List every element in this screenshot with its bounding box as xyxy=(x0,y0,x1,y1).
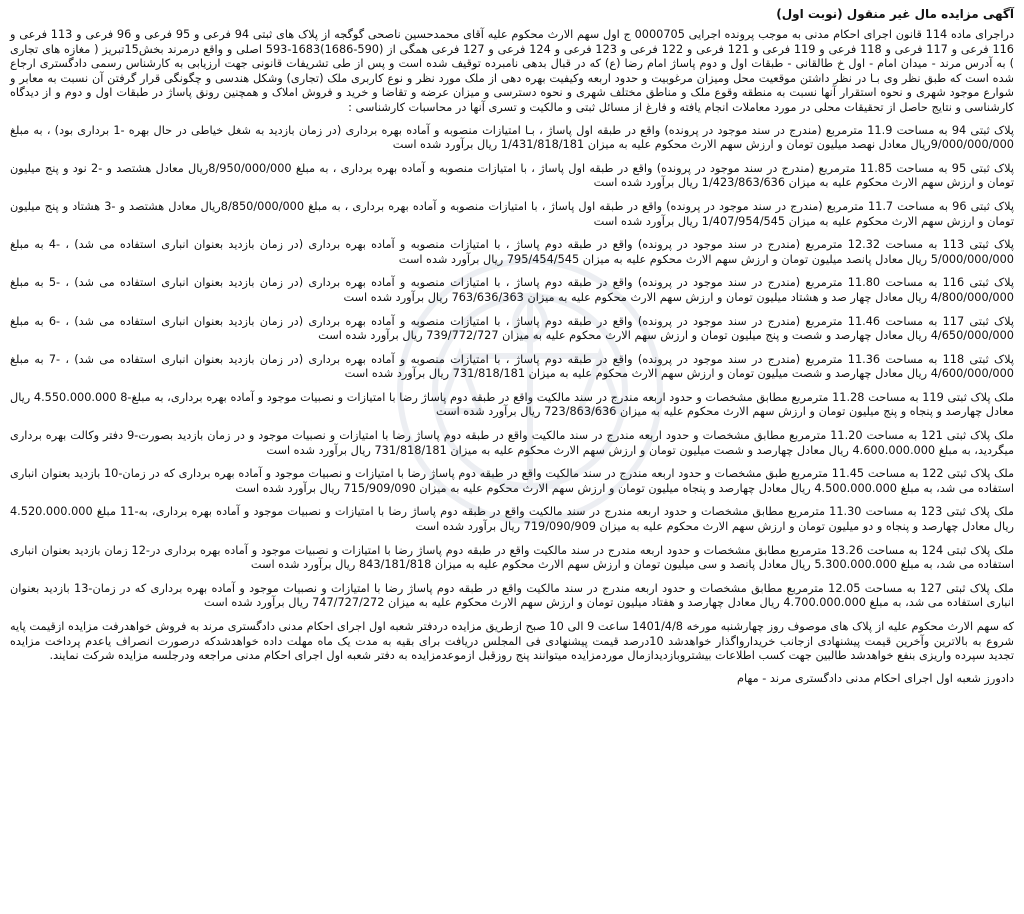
plot-item-11: ملک پلاک ثبتی 123 به مساحت 11.30 مترمربع مطابق مشخصات و حدود اربعه مندرج در سند مالکیت واقع در طبقه دوم پاساژ رضا با امتیازات و نصبیات موجود و آماده بهره برداری، به-11 مبلغ 4.520.000.000 ریال معادل چهارصد و پنجاه و دو میلیون تومان و ارزش سهم الارث محکوم علیه به میزان 719/090/909 ریال برآورد شده است xyxy=(10,505,1014,534)
notice-intro: دراجرای ماده 114 قانون اجرای احکام مدنی به موجب پرونده اجرایی 0000705 ج اول سهم الارث محکوم علیه آقای محمدحسین ناصحی گوگجه از پلاک های ثبتی 94 فرعی و 95 فرعی و 96 فرعی و 113 فرعی و 116 فرعی و 117 فرعی و 118 فرعی و 119 فرعی و 121 فرعی و 122 فرعی و 123 فرعی و 124 فرعی و 127 فرعی همگی از (590-1686)1683-593 اصلی و واقع درمرند بخش15تبریز ( مغازه های تجاری ) به آدرس مرند - میدان امام - اول خ طالقانی - طبقات اول و دوم پاساژ امام رضا (ع) که در قبال بدهی نامبرده توقیف شده است و پس از طی تشریفات قانونی جهت ارزیابی به کارشناس رسمی دادگستری ارجاع شده است که طبق نظر وی بـا در نظر داشتن موقعیت محل ومیزان مرغوبیت و حدود اربعه وکیفیت بهره دهی از ملک مورد نظر و نوع کاربری ملک (تجاری) وشکل هندسی و چگونگی قرار گرفتن آن نسبت به معابر و شوارع موجود شهری و نحوه استقرار آنها نسبت به منطقه وقوع ملک و مناطق مختلف شهری و نحوه دسترسی و میزان عرضه و تقاضا و خرید و فروش املاک و همچنین رونق پاساژ در طبقات اول و دوم و از دیدگاه کارشناسی و نتایج حاصل از تحقیقات محلی در مورد معاملات انجام یافته و فارغ از مسائل ثبتی و مالکیت و تسری آنها در محاسبات کارشناسی : xyxy=(10,28,1014,114)
plot-item-10: ملک پلاک ثبتی 122 به مساحت 11.45 مترمربع طبق مشخصات و حدود اربعه مندرج در سند مالکیت واقع در طبقه دوم پاساژ رضا با امتیازات و نصبیات موجود و آماده بهره برداری که در زمان-10 بازدید بعنوان انباری استفاده می شد، به مبلغ 4.500.000.000 ریال معادل چهارصد و پنجاه میلیون تومان و ارزش سهم الارث محکوم علیه به میزان 715/909/090 ریال برآورد شده است xyxy=(10,467,1014,495)
plot-item-12: ملک پلاک ثبتی 124 به مساحت 13.26 مترمربع مطابق مشخصات و حدود اربعه مندرج در سند مالکیت واقع در طبقه دوم پاساژ رضا با امتیازات و نصبیات موجود و آماده بهره برداری در-12 زمان بازدید بعنوان انباری استفاده می شد، به مبلغ 5.300.000.000 ریال معادل پانصد و سی میلیون تومان و ارزش سهم الارث محکوم علیه به میزان 843/181/818 ریال برآورد شده است xyxy=(10,543,1014,572)
auction-notice xyxy=(10,6,1014,910)
plot-item-7: پلاک ثبتی 118 به مساحت 11.36 مترمربع (مندرج در سند موجود در پرونده) واقع در طبقه دوم پاساژ ، با امتیازات منصوبه و آماده بهره برداری (در زمان بازدید بعنوان انباری استفاده می شد) ، -7 به مبلغ 4/600/000/000 ریال معادل چهارصد و شصت میلیون تومان و ارزش سهم الارث محکوم علیه به میزان 731/818/181 ریال برآورد شده است xyxy=(10,352,1014,381)
plot-item-13: ملک پلاک ثبتی 127 به مساحت 12.05 مترمربع مطابق مشخصات و حدود اربعه مندرج در سند مالکیت واقع در طبقه دوم پاساژ رضا با امتیازات و نصبیات موجود و آماده بهره برداری که در زمان-13 بازدید بعنوان انباری استفاده می شد، به مبلغ 4.700.000.000 ریال معادل چهارصد و هفتاد میلیون تومان و ارزش سهم الارث محکوم علیه به میزان 747/727/272 ریال برآورد شده است xyxy=(10,581,1014,610)
auction-conditions: که سهم الارث محکوم علیه از پلاک های موصوف روز چهارشنبه مورخه 1401/4/8 ساعت 9 الی 10 صبح ازطریق مزایده دردفتر شعبه اول اجرای احکام مدنی دادگستری مرند به فروش خواهدرفت مزایده ازقیمت پایه شروع به بالاترین وآخرین قیمت پیشنهادی ازجانب خریدارواگذار خواهدشد 10درصد قیمت پیشنهادی فی المجلس دریافت برای بقیه به مدت یک ماه مهلت داده خواهدشدکه درصورت انصراف یاعدم پرداخت مزایده تجدید سپرده واریزی بنفع خواهدشد طالبین جهت کسب اطلاعات بیشتروبازدیدازمال موردمزایده میتوانند پنج روزقبل ازموعدمزایده به دفتر شعبه اول اجرای احکام مدنی مراجعه ودرجلسه مزایده شرکت نمایند. xyxy=(10,620,1014,663)
signature-line: دادورز شعبه اول اجرای احکام مدنی دادگستری مرند - مهام xyxy=(736,671,1014,685)
plot-item-4: پلاک ثبتی 113 به مساحت 12.32 مترمربع (مندرج در سند موجود در پرونده) واقع در طبقه دوم پاساژ ، با امتیازات منصوبه و آماده بهره برداری (در زمان بازدید بعنوان انباری استفاده می شد) ، -4 به مبلغ 5/000/000/000 ریال معادل پانصد میلیون تومان و ارزش سهم الارث محکوم علیه به میزان 795/454/545 ریال برآورد شده است xyxy=(10,238,1014,266)
plot-item-2: پلاک ثبتی 95 به مساحت 11.85 مترمربع (مندرج در سند موجود در پرونده) واقع در طبقه اول پاساژ ، با امتیازات منصوبه و آماده بهره برداری ، به مبلغ 8/950/000/000ریال معادل هشتصد و -2 نود و پنج میلیون تومان و ارزش سهم الارث محکوم علیه به میزان 1/423/863/636 ریال برآورد شده است xyxy=(10,161,1014,190)
plot-item-3: پلاک ثبتی 96 به مساحت 11.7 مترمربع (مندرج در سند موجود در پرونده) واقع در طبقه اول پاساژ ، با امتیازات منصوبه و آماده بهره برداری ، به مبلغ 8/850/000/000ریال معادل هشتصد و -3 هشتاد و پنج میلیون تومان و ارزش سهم الارث محکوم علیه به میزان 1/407/954/545 ریال برآورد شده است xyxy=(10,199,1015,228)
plot-item-8: ملک پلاک ثبتی 119 به مساحت 11.28 مترمربع مطابق مشخصات و حدود اربعه مندرج در سند مالکیت واقع در طبقه دوم پاساژ رضا با امتیازات و نصبیات موجود و آماده بهره برداری، به مبلغ-8 4.550.000.000 ریال معادل چهارصد و پنجاه و پنج میلیون تومان و ارزش سهم الارث محکوم علیه به میزان 723/863/636 ریال برآورد شده است xyxy=(10,390,1015,419)
plot-item-5: پلاک ثبتی 116 به مساحت 11.80 مترمربع (مندرج در سند موجود در پرونده) واقع در طبقه دوم پاساژ ، با امتیازات منصوبه و آماده بهره برداری (در زمان بازدید بعنوان انباری استفاده می شد) ، -5 به مبلغ 4/800/000/000 ریال معادل چهار صد و هشتاد میلیون تومان و ارزش سهم الارث محکوم علیه به میزان 763/636/363 ریال برآورد شده است xyxy=(10,276,1014,304)
notice-title: آگهی مزایده مال غیر منقول (نوبت اول) xyxy=(776,7,1014,21)
plot-item-6: پلاک ثبتی 117 به مساحت 11.46 مترمربع (مندرج در سند موجود در پرونده) واقع در طبقه دوم پاساژ ، با امتیازات منصوبه و آماده بهره برداری (در زمان بازدید بعنوان انباری استفاده می شد) ، -6 به مبلغ 4/650/000/000 ریال معادل چهارصد و شصت و پنج میلیون تومان و ارزش سهم الارث محکوم علیه به میزان 739/772/727 ریال برآورد شده است xyxy=(10,314,1014,343)
plot-item-1: پلاک ثبتی 94 به مساحت 11.9 مترمربع (مندرج در سند موجود در پرونده) واقع در طبقه اول پاساژ ، بـا امتیازات منصوبه و آماده بهره برداری (در زمان بازدید به شغل خیاطی در حال بهره -1 برداری بود) ، به مبلغ 9/000/000/000ریال معادل نهصد میلیون تومان و ارزش سهم الارث محکوم علیه به میزان 1/431/818/181 ریال برآورد شده است xyxy=(10,123,1015,152)
plot-item-9: ملک پلاک ثبتی 121 به مساحت 11.20 مترمربع مطابق مشخصات و حدود اربعه مندرج در سند مالکیت واقع در طبقه دوم پاساژ رضا با امتیازات و نصبیات موجود و در زمان بازدید بصورت-9 دفتر وکالت بهره برداری میگردید، به مبلغ 4.600.000.000 ریال معادل چهارصد و شصت میلیون تومان و ارزش سهم الارث محکوم علیه به میزان 731/818/181 ریال برآورد شده است xyxy=(10,429,1014,457)
